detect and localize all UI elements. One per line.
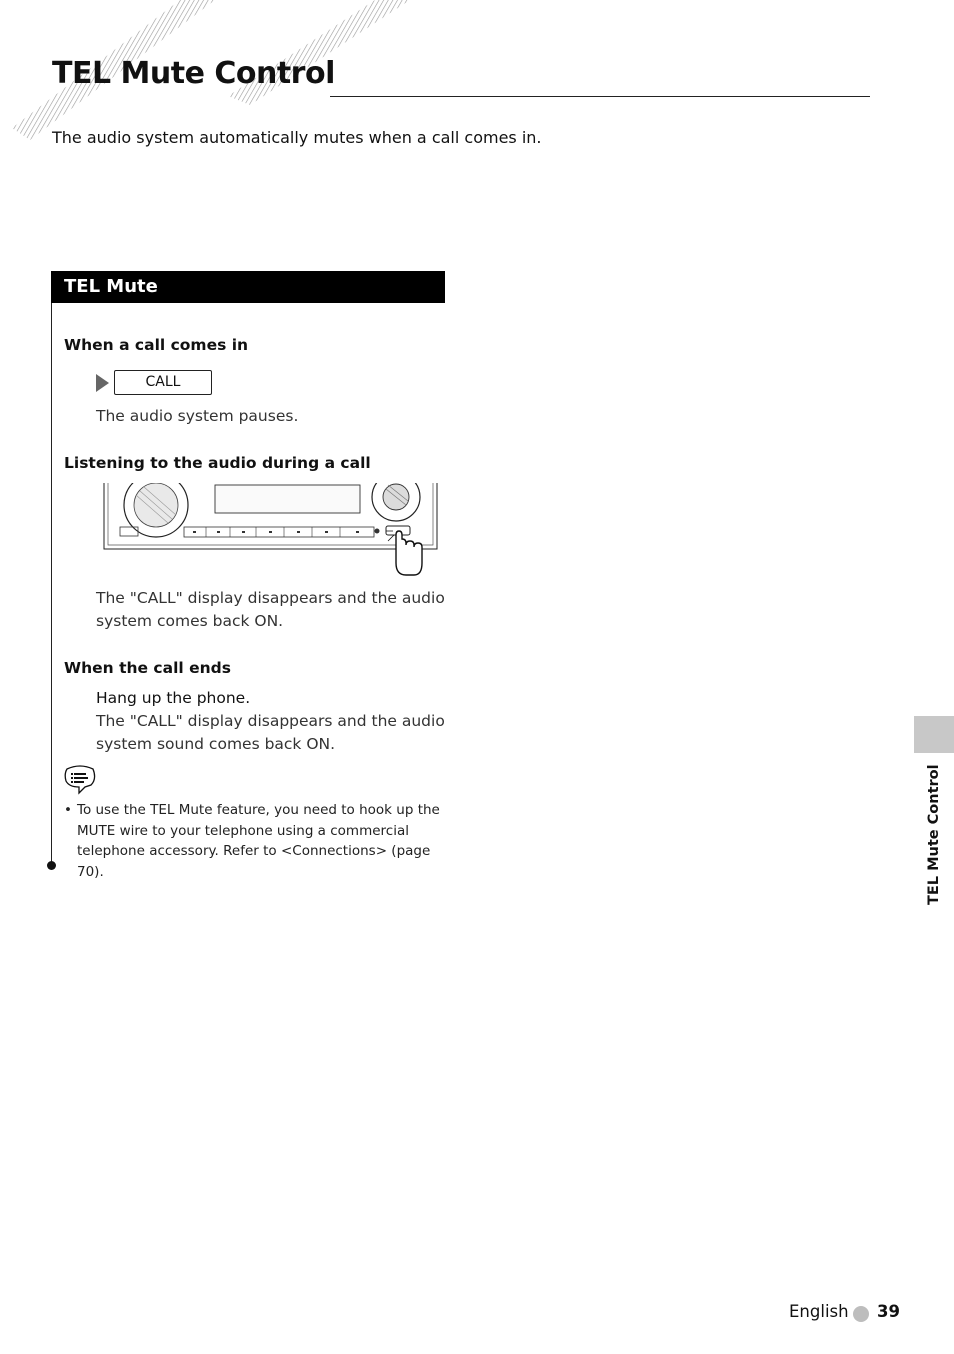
step-action-call-ends: Hang up the phone. xyxy=(96,689,251,707)
note xyxy=(64,800,444,882)
step-heading-call-comes-in: When a call comes in xyxy=(64,336,249,354)
note-icon xyxy=(63,765,97,795)
section-vertical-rule xyxy=(51,303,52,864)
note-text: To use the TEL Mute feature, you need to hook up the MUTE wire to your telephone using a commercial telephone accessory. Refer to <Connections> (page 70). xyxy=(77,802,440,880)
side-tab-label: TEL Mute Control xyxy=(926,764,942,905)
intro-text: The audio system automatically mutes when a call comes in. xyxy=(52,128,542,147)
step-text-call-ends: The "CALL" display disappears and the audio system sound comes back ON. xyxy=(96,712,445,753)
page-number: 39 xyxy=(877,1302,900,1321)
step-heading-call-ends: When the call ends xyxy=(64,659,231,677)
step-text-call-comes-in: The audio system pauses. xyxy=(96,407,299,425)
title-rule xyxy=(330,96,870,97)
footer-dot xyxy=(853,1306,869,1322)
section-end-dot xyxy=(47,861,56,870)
arrow-right-icon xyxy=(96,374,109,392)
step-heading-listening: Listening to the audio during a call xyxy=(64,454,371,472)
section-header: TEL Mute xyxy=(51,271,445,303)
step-text-listening: The "CALL" display disappears and the audio system comes back ON. xyxy=(96,589,445,630)
car-stereo-faceplate-illustration xyxy=(100,483,445,578)
note-bullet: • xyxy=(64,802,72,818)
footer-language: English xyxy=(789,1302,849,1321)
side-tab xyxy=(914,716,954,753)
page-title: TEL Mute Control xyxy=(52,56,335,91)
call-display: CALL xyxy=(114,370,212,395)
